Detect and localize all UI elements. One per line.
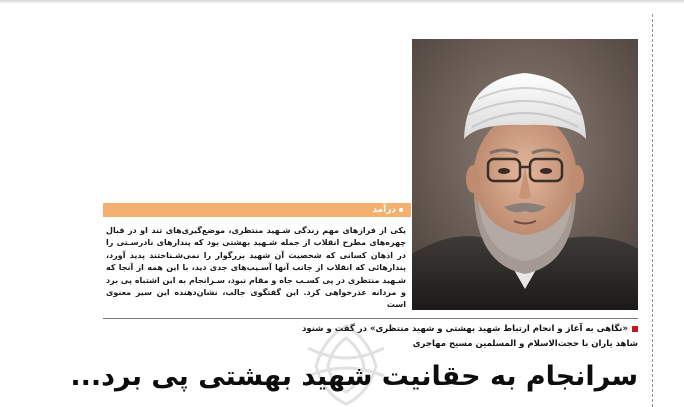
bullet-icon — [399, 208, 403, 212]
intro-paragraph: یکی از فرازهای مهم زندگی شـهید منتظری، موضع‌گیری‌های تند او در قبال چهره‌های مطرح انقلاب از جمله شـهید بهشتی بود که پندارهای نادرسـتی را در اذهان کسانی که شخصیت آن شهید بزرگوار را نمی‌شـناختند پدید آورد، پندارهائی که انقلاب از جانب آنها آسـیب‌های جدی دید، با این همه از آنجا که شـهید منتظری در پی کسـب جاه و مقام نبود، سـرانجام به این اشتباه پی برد و مردانه عذرخواهی کرد. این گفتگوی جالب، نشان‌دهنده این سیر معنوی است — [106, 226, 406, 310]
portrait-photo — [412, 39, 638, 310]
intro-label-text: درآمد — [372, 205, 396, 215]
square-bullet-icon — [632, 326, 638, 332]
kicker-text-1: «نگاهی به آغاز و انجام ارتباط شهید بهشتی و شهید منتظری» در گفت و شنود — [302, 324, 628, 334]
intro-label — [372, 203, 403, 217]
intro-tag-bar — [103, 203, 411, 217]
top-rule — [0, 0, 684, 4]
column-divider — [652, 14, 653, 407]
kicker-line-2: شاهد یاران با حجت‌الاسلام و المسلمین مسیح مهاجری — [412, 339, 638, 349]
headline: سرانجام به حقانیت شهید بهشتی پی برد... — [70, 361, 638, 392]
